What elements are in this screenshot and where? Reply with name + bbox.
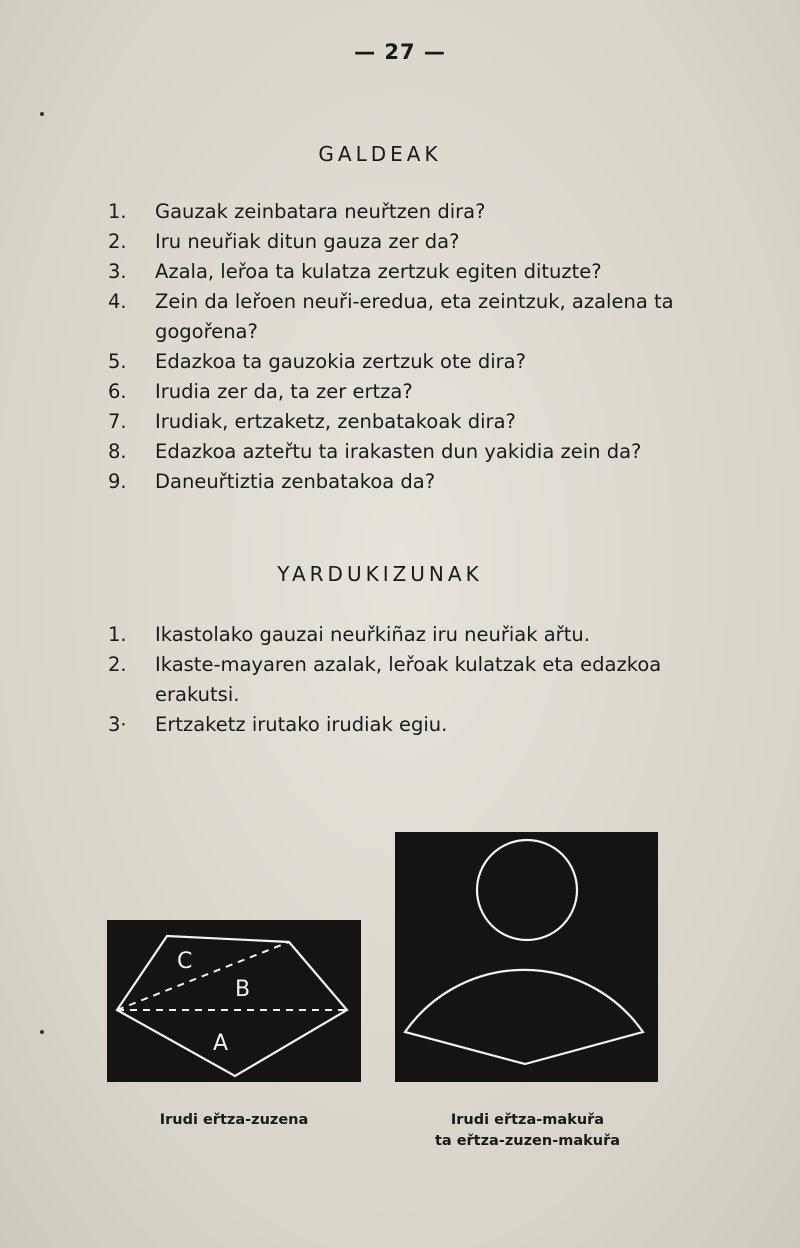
list-item xyxy=(78,467,693,497)
ink-speck xyxy=(40,112,44,116)
item-number: 2. xyxy=(108,653,127,676)
figure-curved xyxy=(395,832,658,1082)
list-item xyxy=(78,710,693,740)
label-b: B xyxy=(235,977,251,1002)
item-text: Iru neuřiak ditun gauza zer da? xyxy=(155,230,460,253)
figure2-caption-line1: Irudi eřtza-makuřa xyxy=(450,1112,605,1128)
item-number: 2. xyxy=(108,230,127,253)
exercises-list xyxy=(78,620,693,740)
item-number: 1. xyxy=(108,200,127,223)
polygon-diagram xyxy=(107,920,361,1082)
section-title-galdeak: GALDEAK xyxy=(318,142,442,166)
list-item xyxy=(78,377,693,407)
item-text: Gauzak zeinbatara neuřtzen dira? xyxy=(155,200,486,223)
figure-straight-edged xyxy=(107,920,361,1082)
circle-sector-diagram xyxy=(395,832,658,1082)
item-number: 5. xyxy=(108,350,127,373)
list-item xyxy=(78,650,693,710)
item-number: 3· xyxy=(108,713,127,736)
item-text: Daneuřtiztia zenbatakoa da? xyxy=(155,470,436,493)
item-text: Edazkoa azteřtu ta irakasten dun yakidia zein da? xyxy=(155,440,642,463)
list-item xyxy=(78,257,693,287)
list-item xyxy=(78,407,693,437)
circle-shape xyxy=(477,840,577,940)
questions-list xyxy=(78,197,693,497)
label-a: A xyxy=(213,1031,229,1056)
item-text: Irudia zer da, ta zer ertza? xyxy=(155,380,413,403)
ink-speck xyxy=(40,1030,44,1034)
item-text: Ertzaketz irutako irudiak egiu. xyxy=(155,713,448,736)
item-number: 1. xyxy=(108,623,127,646)
figure1-caption: Irudi eřtza-zuzena xyxy=(159,1112,309,1128)
list-item xyxy=(78,287,693,347)
item-text: Ikastolako gauzai neuřkiñaz iru neuřiak ařtu. xyxy=(155,623,590,646)
item-text: Irudiak, ertzaketz, zenbatakoak dira? xyxy=(155,410,516,433)
dashed-diagonal-b xyxy=(117,942,289,1010)
item-number: 3. xyxy=(108,260,127,283)
list-item xyxy=(78,620,693,650)
list-item xyxy=(78,437,693,467)
item-text: Zein da leřoen neuři-eredua, eta zeintzuk, azalena ta gogořena? xyxy=(155,290,674,343)
item-number: 4. xyxy=(108,290,127,313)
item-text: Ikaste-mayaren azalak, leřoak kulatzak eta edazkoa erakutsi. xyxy=(155,653,662,706)
item-number: 7. xyxy=(108,410,127,433)
label-c: C xyxy=(177,949,193,974)
item-text: Azala, leřoa ta kulatza zertzuk egiten dituzte? xyxy=(155,260,602,283)
item-number: 6. xyxy=(108,380,127,403)
figure2-caption xyxy=(385,1110,670,1152)
item-number: 9. xyxy=(108,470,127,493)
section-title-yardukizunak: YARDUKIZUNAK xyxy=(277,562,483,586)
sector-shape xyxy=(405,970,643,1064)
polygon-outline xyxy=(117,936,347,1076)
list-item xyxy=(78,197,693,227)
page-number: — 27 — xyxy=(354,40,446,64)
list-item xyxy=(78,347,693,377)
item-text: Edazkoa ta gauzokia zertzuk ote dira? xyxy=(155,350,526,373)
list-item xyxy=(78,227,693,257)
item-number: 8. xyxy=(108,440,127,463)
figure2-caption-line2: ta eřtza-zuzen-makuřa xyxy=(434,1133,621,1149)
